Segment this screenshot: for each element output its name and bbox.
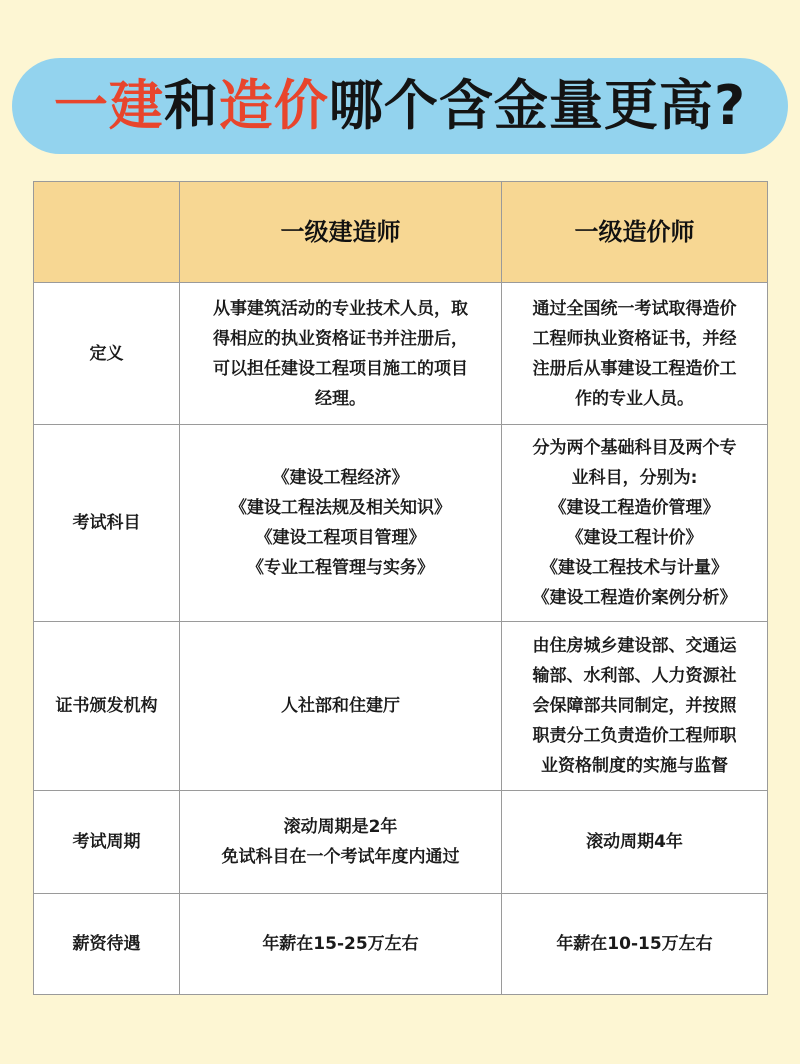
cell-zaojia: 滚动周期4年 <box>502 791 768 894</box>
header-corner-cell <box>34 182 180 283</box>
table-row <box>34 894 768 995</box>
row-label: 证书颁发机构 <box>34 622 180 791</box>
header-row <box>34 182 768 283</box>
cell-zaojia: 由住房城乡建设部、交通运 输部、水利部、人力资源社 会保障部共同制定，并按照 职责分工负责造价工程师职 业资格制度的实施与监督 <box>502 622 768 791</box>
table-row <box>34 425 768 622</box>
cell-zaojia: 分为两个基础科目及两个专 业科目，分别为: 《建设工程造价管理》 《建设工程计价》 《建设工程技术与计量》 《建设工程造价案例分析》 <box>502 425 768 622</box>
page-title <box>53 74 747 137</box>
header-zaojia: 一级造价师 <box>502 182 768 283</box>
title-banner <box>12 58 788 154</box>
cell-yijian: 人社部和住建厅 <box>180 622 502 791</box>
table-row <box>34 283 768 425</box>
cell-yijian: 滚动周期是2年 免试科目在一个考试年度内通过 <box>180 791 502 894</box>
row-label: 薪资待遇 <box>34 894 180 995</box>
table-row <box>34 791 768 894</box>
cell-yijian: 从事建筑活动的专业技术人员，取 得相应的执业资格证书并注册后， 可以担任建设工程项目施工的项目 经理。 <box>180 283 502 425</box>
table-row <box>34 622 768 791</box>
row-label: 定义 <box>34 283 180 425</box>
cell-yijian: 年薪在15-25万左右 <box>180 894 502 995</box>
cell-zaojia: 年薪在10-15万左右 <box>502 894 768 995</box>
header-yijian: 一级建造师 <box>180 182 502 283</box>
title-part-he: 和 <box>163 74 219 137</box>
cell-zaojia: 通过全国统一考试取得造价 工程师执业资格证书，并经 注册后从事建设工程造价工 作的专业人员。 <box>502 283 768 425</box>
comparison-table <box>33 181 768 995</box>
title-part-question: 哪个含金量更高? <box>328 74 747 137</box>
row-label: 考试周期 <box>34 791 180 894</box>
title-part-zaojia: 造价 <box>218 74 329 137</box>
row-label: 考试科目 <box>34 425 180 622</box>
title-part-yijian: 一建 <box>53 74 164 137</box>
cell-yijian: 《建设工程经济》 《建设工程法规及相关知识》 《建设工程项目管理》 《专业工程管理与实务》 <box>180 425 502 622</box>
